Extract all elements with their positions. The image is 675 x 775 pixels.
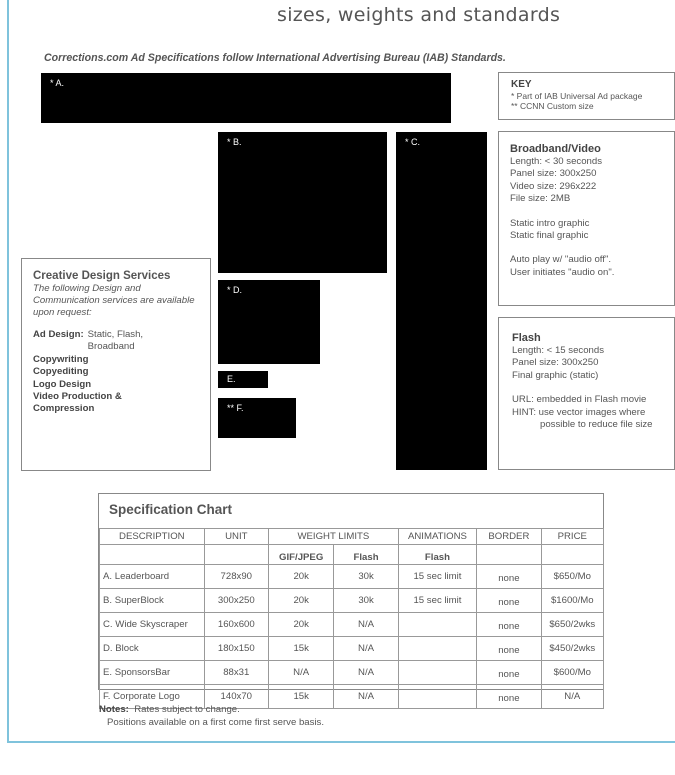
creative-services-box xyxy=(21,258,211,471)
broadband-autoplay: Auto play w/ "audio off". xyxy=(510,254,612,266)
sub-header-anim-flash: Flash xyxy=(398,545,476,565)
service-copyediting: Copyediting xyxy=(33,366,89,378)
ad-label-b: * B. xyxy=(227,137,242,147)
row-description: E. SponsorsBar xyxy=(100,661,205,685)
ad-label-a: * A. xyxy=(50,78,65,88)
row-price: $450/2wks xyxy=(541,637,603,661)
row-weight-gif: 20k xyxy=(268,613,333,637)
flash-box xyxy=(498,317,675,470)
table-row xyxy=(100,613,604,637)
col-header-animations: ANIMATIONS xyxy=(398,529,476,545)
broadband-user-audio: User initiates "audio on". xyxy=(510,266,615,278)
row-unit: 160x600 xyxy=(204,613,268,637)
table-row xyxy=(100,637,604,661)
row-weight-gif: 20k xyxy=(268,565,333,589)
spec-chart-title: Specification Chart xyxy=(109,502,233,517)
broadband-file-size: File size: 2MB xyxy=(510,193,571,205)
ad-design-line xyxy=(33,329,200,354)
row-unit: 140x70 xyxy=(204,685,268,709)
key-heading: KEY xyxy=(511,79,532,90)
row-description: F. Corporate Logo xyxy=(100,685,205,709)
row-description: A. Leaderboard xyxy=(100,565,205,589)
ad-design-value: Static, Flash, Broadband xyxy=(87,329,144,353)
row-weight-flash: 30k xyxy=(334,589,398,613)
flash-length: Length: < 15 seconds xyxy=(512,345,605,356)
ad-superblock xyxy=(218,132,387,273)
broadband-intro-graphic: Static intro graphic xyxy=(510,217,590,229)
flash-final-graphic: Final graphic (static) xyxy=(512,369,599,381)
service-copywriting: Copywriting xyxy=(33,353,89,365)
key-box xyxy=(498,72,675,120)
row-unit: 88x31 xyxy=(204,661,268,685)
flash-url: URL: embedded in Flash movie xyxy=(512,394,647,406)
ad-wide-skyscraper xyxy=(396,132,487,470)
row-weight-flash: N/A xyxy=(334,685,398,709)
row-weight-gif: N/A xyxy=(268,661,333,685)
row-animation: 15 sec limit xyxy=(398,565,476,589)
row-border: none xyxy=(477,661,541,685)
row-border: none xyxy=(477,685,541,709)
row-weight-gif: 15k xyxy=(268,685,333,709)
ad-label-d: * D. xyxy=(227,285,243,295)
page-title: sizes, weights and standards xyxy=(277,4,561,26)
flash-hint: HINT: use vector images where possible to reduce file size xyxy=(512,406,653,431)
broadband-panel-size: Panel size: 300x250 xyxy=(510,168,597,180)
notes xyxy=(99,703,324,729)
specification-chart xyxy=(98,493,604,704)
key-line-2: ** CCNN Custom size xyxy=(511,101,594,111)
page-subtitle: Corrections.com Ad Specifications follow International Advertising Bureau (IAB) Standards. xyxy=(44,52,506,64)
row-animation xyxy=(398,637,476,661)
row-description: D. Block xyxy=(100,637,205,661)
notes-label: Notes: xyxy=(99,704,129,715)
row-animation: 15 sec limit xyxy=(398,589,476,613)
ad-block xyxy=(218,280,320,364)
ad-sponsors-bar xyxy=(218,371,268,388)
table-row xyxy=(100,661,604,685)
broadband-video-box xyxy=(498,131,675,306)
flash-heading: Flash xyxy=(512,332,541,344)
ad-label-c: * C. xyxy=(405,137,421,147)
bottom-border-line xyxy=(7,741,675,743)
service-video-production: Video Production & Compression xyxy=(33,391,122,415)
row-animation xyxy=(398,685,476,709)
ad-leaderboard xyxy=(41,73,451,123)
row-unit: 300x250 xyxy=(204,589,268,613)
sub-header-flash: Flash xyxy=(334,545,398,565)
service-logo-design: Logo Design xyxy=(33,378,92,390)
sub-header-gif-jpeg: GIF/JPEG xyxy=(268,545,333,565)
table-row xyxy=(100,589,604,613)
row-price: $1600/Mo xyxy=(541,589,603,613)
row-price: $650/Mo xyxy=(541,565,603,589)
spec-header-row xyxy=(100,529,604,545)
row-weight-flash: N/A xyxy=(334,613,398,637)
row-description: C. Wide Skyscraper xyxy=(100,613,205,637)
ad-design-label: Ad Design: xyxy=(33,329,84,340)
row-weight-flash: 30k xyxy=(334,565,398,589)
notes-line-2: Positions available on a first come first serve basis. xyxy=(107,717,325,728)
row-border: none xyxy=(477,613,541,637)
broadband-final-graphic: Static final graphic xyxy=(510,230,589,242)
row-weight-flash: N/A xyxy=(334,661,398,685)
row-unit: 728x90 xyxy=(204,565,268,589)
ad-corporate-logo xyxy=(218,398,296,438)
key-line-1: * Part of IAB Universal Ad package xyxy=(511,91,643,101)
row-price: $600/Mo xyxy=(541,661,603,685)
row-weight-flash: N/A xyxy=(334,637,398,661)
row-price: N/A xyxy=(541,685,603,709)
creative-intro: The following Design and Communication services are available upon request: xyxy=(33,283,195,318)
col-header-border: BORDER xyxy=(477,529,541,545)
spec-table xyxy=(99,528,604,709)
row-border: none xyxy=(477,589,541,613)
broadband-heading: Broadband/Video xyxy=(510,143,601,155)
broadband-length: Length: < 30 seconds xyxy=(510,156,603,167)
col-header-weight-limits: WEIGHT LIMITS xyxy=(268,529,398,545)
row-weight-gif: 20k xyxy=(268,589,333,613)
notes-line-1: Rates subject to change. xyxy=(134,704,240,715)
ad-label-e: E. xyxy=(227,374,236,384)
col-header-price: PRICE xyxy=(541,529,603,545)
left-border-line xyxy=(7,0,9,743)
row-price: $650/2wks xyxy=(541,613,603,637)
flash-panel-size: Panel size: 300x250 xyxy=(512,357,599,369)
row-border: none xyxy=(477,565,541,589)
broadband-video-size: Video size: 296x222 xyxy=(510,180,597,192)
creative-title: Creative Design Services xyxy=(33,270,171,282)
row-description: B. SuperBlock xyxy=(100,589,205,613)
col-header-unit: UNIT xyxy=(204,529,268,545)
ad-label-f: ** F. xyxy=(227,403,244,413)
row-border: none xyxy=(477,637,541,661)
row-unit: 180x150 xyxy=(204,637,268,661)
row-animation xyxy=(398,613,476,637)
col-header-description: DESCRIPTION xyxy=(100,529,205,545)
row-weight-gif: 15k xyxy=(268,637,333,661)
row-animation xyxy=(398,661,476,685)
table-row xyxy=(100,565,604,589)
spec-subheader-row xyxy=(100,545,604,565)
